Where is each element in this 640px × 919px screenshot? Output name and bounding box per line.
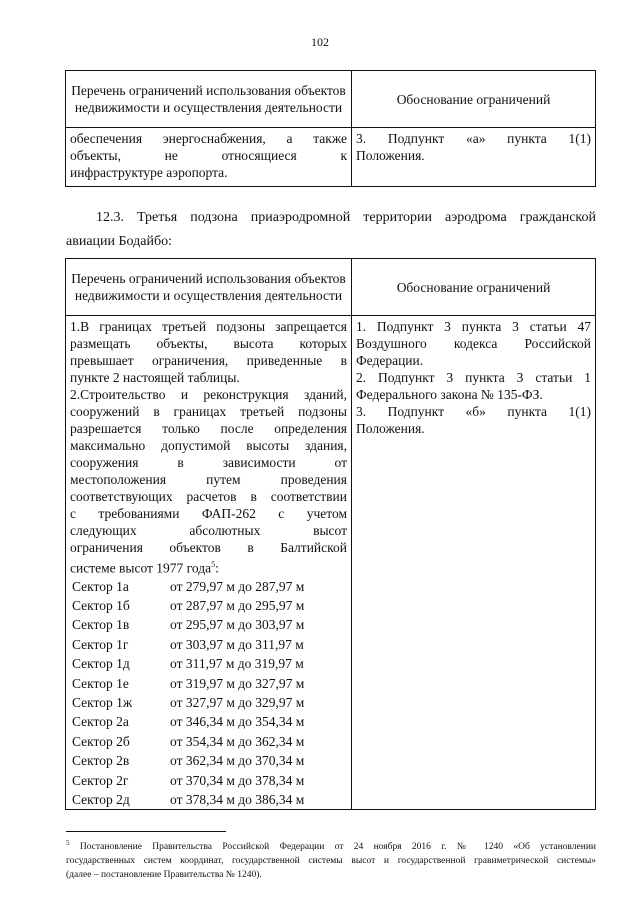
justification-cell	[352, 128, 596, 187]
text-line: Воздушного кодекса Российской	[356, 336, 591, 351]
sector-row	[70, 577, 347, 596]
sector-height-range: от 295,97 м до 303,97 м	[170, 617, 305, 633]
sector-name: Сектор 2д	[72, 791, 130, 807]
text-line: 1. Подпункт 3 пункта 3 статьи 47	[356, 319, 591, 334]
text-line: соответствующих расчетов в соответствии	[70, 489, 347, 504]
sector-height-range: от 319,97 м до 327,97 м	[170, 675, 305, 691]
sector-row	[70, 771, 347, 790]
third-subzone-table	[65, 258, 596, 810]
section-heading-line: авиации Бодайбо:	[66, 234, 172, 249]
colon: :	[215, 560, 219, 576]
text-line: пункте 2 настоящей таблицы.	[70, 370, 240, 385]
text-line: объекты, не относящиеся к	[70, 148, 347, 163]
restrictions-table-continued	[65, 70, 596, 187]
text-line	[70, 556, 347, 577]
text-line: превышает ограничения, приведенные в	[70, 353, 347, 368]
table-row	[66, 128, 596, 187]
sector-row	[70, 596, 347, 615]
sector-height-range: от 362,34 м до 370,34 м	[170, 753, 305, 769]
text-line: максимально допустимой высоты здания,	[70, 438, 347, 453]
footnote	[66, 836, 596, 882]
footnote-line: (далее – постановление Правительства № 1240).	[66, 870, 262, 881]
sector-name: Сектор 2в	[72, 753, 130, 769]
sector-height-range: от 327,97 м до 329,97 м	[170, 694, 305, 710]
text-line: Федерации.	[356, 353, 424, 368]
table-header-row	[66, 71, 596, 128]
sector-name: Сектор 1г	[72, 636, 129, 652]
restriction-cell	[66, 316, 352, 810]
section-heading	[66, 206, 596, 254]
text-line: 2. Подпункт 3 пункта 3 статьи 1	[356, 370, 591, 385]
header-justification: Обоснование ограничений	[352, 71, 596, 128]
sector-list	[70, 577, 347, 810]
text-line: следующих абсолютных высот	[70, 523, 347, 538]
sector-height-range: от 370,34 м до 378,34 м	[170, 772, 305, 788]
sector-row	[70, 732, 347, 751]
sector-name: Сектор 2г	[72, 772, 129, 788]
justification-list	[356, 318, 591, 437]
footnote-line: государственных систем координат, государственной системы высот и государственной гравиметрической системы»	[66, 856, 596, 867]
sector-name: Сектор 1б	[72, 597, 130, 613]
sector-name: Сектор 1е	[72, 675, 129, 691]
text-line: 1.В границах третьей подзоны запрещается	[70, 319, 347, 334]
sector-row	[70, 615, 347, 634]
text-line: с требованиями ФАП-262 с учетом	[70, 506, 347, 521]
restriction-cell	[66, 128, 352, 187]
text-line: ограничения объектов в Балтийской	[70, 540, 347, 555]
text-line: Положения.	[356, 148, 425, 163]
text-line: 2.Строительство и реконструкция зданий,	[70, 387, 347, 402]
header-restrictions-list: Перечень ограничений использования объектов недвижимости и осуществления деятельности	[66, 71, 352, 128]
text-line: местоположения путем проведения	[70, 472, 347, 487]
sector-row	[70, 635, 347, 654]
text-line: 3. Подпункт «б» пункта 1(1)	[356, 404, 591, 419]
sector-name: Сектор 1д	[72, 656, 130, 672]
page-number: 102	[311, 35, 329, 49]
footnote-separator	[66, 831, 226, 832]
footnote-reference: 5	[211, 560, 216, 569]
text-line: инфраструктуре аэропорта.	[70, 165, 228, 180]
header-justification: Обоснование ограничений	[352, 259, 596, 316]
sector-height-range: от 303,97 м до 311,97 м	[170, 636, 304, 652]
text-line: Положения.	[356, 421, 425, 436]
sector-row	[70, 712, 347, 731]
footnote-text: Постановление Правительства Российской Федерации от 24 ноября 2016 г. № 1240 «Об установлении	[79, 842, 596, 853]
sector-name: Сектор 1а	[72, 578, 129, 594]
text-line: разрешается только после определения	[70, 421, 347, 436]
section-heading-line: 12.3. Третья подзона приаэродромной территории аэродрома гражданской	[96, 210, 596, 225]
text-line: сооружений в границах третьей подзоны	[70, 404, 347, 419]
sector-row	[70, 654, 347, 673]
table-row	[66, 316, 596, 810]
sector-height-range: от 346,34 м до 354,34 м	[170, 714, 305, 730]
footnote-line	[66, 836, 596, 854]
sector-height-range: от 311,97 м до 319,97 м	[170, 656, 304, 672]
sector-row	[70, 751, 347, 770]
footnote-mark: 5	[66, 839, 70, 847]
text-line: Федерального закона № 135-ФЗ.	[356, 387, 543, 402]
header-restrictions-list: Перечень ограничений использования объектов недвижимости и осуществления деятельности	[66, 259, 352, 316]
table-header-row	[66, 259, 596, 316]
sector-name: Сектор 2а	[72, 714, 129, 730]
sector-name: Сектор 1в	[72, 617, 130, 633]
sector-height-range: от 279,97 м до 287,97 м	[170, 578, 305, 594]
text-line: сооружения в зависимости от	[70, 455, 347, 470]
sector-row	[70, 674, 347, 693]
sector-name: Сектор 1ж	[72, 694, 133, 710]
sector-name: Сектор 2б	[72, 733, 130, 749]
text-line: обеспечения энергоснабжения, а также	[70, 131, 347, 146]
sector-row	[70, 790, 347, 809]
text-line: размещать объекты, высота которых	[70, 336, 347, 351]
text-fragment: системе высот 1977 года	[70, 560, 212, 576]
sector-row	[70, 693, 347, 712]
sector-height-range: от 378,34 м до 386,34 м	[170, 791, 305, 807]
sector-height-range: от 287,97 м до 295,97 м	[170, 597, 305, 613]
text-line: 3. Подпункт «а» пункта 1(1)	[356, 131, 591, 146]
sector-height-range: от 354,34 м до 362,34 м	[170, 733, 305, 749]
justification-cell	[352, 316, 596, 810]
